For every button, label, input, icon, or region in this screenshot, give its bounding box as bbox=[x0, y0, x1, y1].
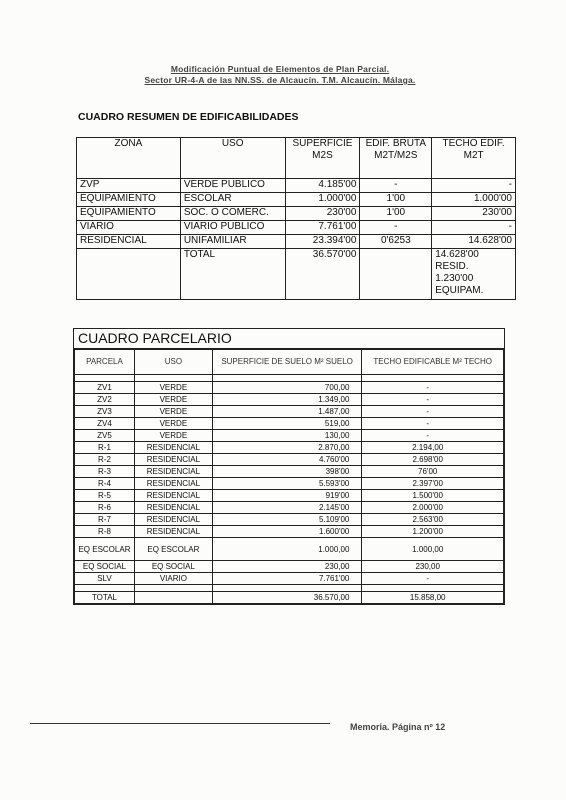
table-cell: 2.145'00 bbox=[212, 502, 362, 514]
table-cell: 2.563'00 bbox=[362, 514, 504, 526]
table-cell: - bbox=[432, 221, 516, 235]
table-cell: R-3 bbox=[75, 466, 135, 478]
table-cell: EQ ESCOLAR bbox=[75, 538, 135, 561]
table-cell: R-6 bbox=[75, 502, 135, 514]
table-cell: 130,00 bbox=[212, 430, 362, 442]
table-cell: 230,00 bbox=[212, 561, 362, 573]
summary-table bbox=[76, 137, 516, 300]
table-cell bbox=[75, 375, 135, 382]
parcelario-body bbox=[75, 375, 504, 604]
table-cell bbox=[212, 375, 362, 382]
parcelario-header-cell: PARCELA bbox=[75, 350, 135, 375]
summary-header-row bbox=[77, 138, 516, 179]
table-cell: - bbox=[362, 430, 504, 442]
table-cell: VERDE bbox=[134, 382, 212, 394]
table-cell: ZV4 bbox=[75, 418, 135, 430]
table-cell: EQ SOCIAL bbox=[134, 561, 212, 573]
parcelario-title: CUADRO PARCELARIO bbox=[74, 329, 504, 349]
table-cell bbox=[362, 585, 504, 592]
table-cell bbox=[75, 585, 135, 592]
table-cell: 1'00 bbox=[360, 193, 432, 207]
header-line-2: Sector UR-4-A de las NN.SS. de Alcaucín. T.M. Alcaucín. Málaga. bbox=[144, 75, 416, 85]
table-row bbox=[77, 179, 516, 193]
spacer-row bbox=[75, 375, 504, 382]
table-row bbox=[75, 538, 504, 561]
table-cell: VERDE bbox=[134, 430, 212, 442]
table-cell bbox=[134, 592, 212, 604]
table-cell: ZV5 bbox=[75, 430, 135, 442]
table-cell: 2.698'00 bbox=[362, 454, 504, 466]
document-header bbox=[100, 64, 460, 86]
table-cell: 1.000'00 bbox=[432, 193, 516, 207]
techo-equip-label: EQUIPAM. bbox=[435, 285, 484, 296]
table-cell: 2.397'00 bbox=[362, 478, 504, 490]
table-cell: 230'00 bbox=[285, 207, 360, 221]
table-cell: - bbox=[362, 573, 504, 585]
table-cell: EQUIPAMIENTO bbox=[77, 193, 181, 207]
table-cell bbox=[134, 585, 212, 592]
table-cell: R-5 bbox=[75, 490, 135, 502]
table-cell: VIARIO bbox=[77, 221, 181, 235]
table-cell: 398'00 bbox=[212, 466, 362, 478]
table-cell: VERDE PUBLICO bbox=[180, 179, 285, 193]
table-cell: 4.185'00 bbox=[285, 179, 360, 193]
table-cell: SLV bbox=[75, 573, 135, 585]
table-cell: RESIDENCIAL bbox=[134, 454, 212, 466]
parcelario-header-cell: USO bbox=[134, 350, 212, 375]
table-cell: 919'00 bbox=[212, 490, 362, 502]
parcelario-header-row bbox=[75, 350, 504, 375]
summary-total-label: TOTAL bbox=[180, 249, 285, 300]
summary-header-cell: SUPERFICIE M2S bbox=[285, 138, 360, 179]
table-row bbox=[77, 193, 516, 207]
parcelario-table-container bbox=[73, 328, 505, 605]
table-cell: 7.761'00 bbox=[285, 221, 360, 235]
summary-total-surface: 36.570'00 bbox=[285, 249, 360, 300]
table-row bbox=[75, 406, 504, 418]
table-row bbox=[77, 207, 516, 221]
table-row bbox=[75, 573, 504, 585]
table-cell: UNIFAMILIAR bbox=[180, 235, 285, 249]
table-row bbox=[75, 526, 504, 538]
page-footer: Memoria. Página nº 12 bbox=[350, 722, 446, 732]
table-cell: VERDE bbox=[134, 406, 212, 418]
table-cell: 5.109'00 bbox=[212, 514, 362, 526]
table-cell: 36.570,00 bbox=[212, 592, 362, 604]
table-cell: - bbox=[360, 179, 432, 193]
table-cell: RESIDENCIAL bbox=[134, 502, 212, 514]
parcelario-total-row bbox=[75, 592, 504, 604]
table-cell: VIARIO bbox=[134, 573, 212, 585]
summary-total-row bbox=[77, 249, 516, 300]
table-cell: - bbox=[362, 406, 504, 418]
footer-rule bbox=[30, 723, 330, 724]
parcelario-header-cell: TECHO EDIFICABLE M² TECHO bbox=[362, 350, 504, 375]
table-row bbox=[75, 394, 504, 406]
table-cell: 76'00 bbox=[362, 466, 504, 478]
table-cell: RESIDENCIAL bbox=[77, 235, 181, 249]
table-cell bbox=[134, 375, 212, 382]
table-cell: ZVP bbox=[77, 179, 181, 193]
table-cell: 1.000'00 bbox=[285, 193, 360, 207]
table-cell: 1.600'00 bbox=[212, 526, 362, 538]
table-cell: R-7 bbox=[75, 514, 135, 526]
table-cell: 5.593'00 bbox=[212, 478, 362, 490]
table-cell: ZV1 bbox=[75, 382, 135, 394]
table-row bbox=[75, 514, 504, 526]
table-row bbox=[75, 490, 504, 502]
techo-equip-value: 1.230'00 bbox=[435, 273, 474, 284]
table-row bbox=[75, 442, 504, 454]
table-cell: ZV2 bbox=[75, 394, 135, 406]
table-cell: R-4 bbox=[75, 478, 135, 490]
table-cell bbox=[362, 375, 504, 382]
table-cell: 4.760'00 bbox=[212, 454, 362, 466]
table-cell: R-1 bbox=[75, 442, 135, 454]
table-cell: 14.628'00 bbox=[432, 235, 516, 249]
table-cell: RESIDENCIAL bbox=[134, 442, 212, 454]
summary-header-cell: TECHO EDIF. M2T bbox=[432, 138, 516, 179]
table-row bbox=[75, 478, 504, 490]
table-cell: RESIDENCIAL bbox=[134, 514, 212, 526]
table-cell: R-8 bbox=[75, 526, 135, 538]
table-cell: 1.487,00 bbox=[212, 406, 362, 418]
table-cell: - bbox=[362, 382, 504, 394]
table-cell: 0'6253 bbox=[360, 235, 432, 249]
table-cell bbox=[77, 249, 181, 300]
table-cell: 1.349,00 bbox=[212, 394, 362, 406]
table-cell: RESIDENCIAL bbox=[134, 490, 212, 502]
table-cell: 15.858,00 bbox=[362, 592, 504, 604]
table-cell: 230'00 bbox=[432, 207, 516, 221]
summary-total-techo bbox=[432, 249, 516, 300]
table-cell bbox=[212, 585, 362, 592]
summary-header-cell: ZONA bbox=[77, 138, 181, 179]
table-cell: 519,00 bbox=[212, 418, 362, 430]
table-cell: 700,00 bbox=[212, 382, 362, 394]
table-cell: 1.500'00 bbox=[362, 490, 504, 502]
table-cell: EQ SOCIAL bbox=[75, 561, 135, 573]
table-cell: ESCOLAR bbox=[180, 193, 285, 207]
table-cell: R-2 bbox=[75, 454, 135, 466]
table-cell: VERDE bbox=[134, 394, 212, 406]
table-cell: VERDE bbox=[134, 418, 212, 430]
table-cell: 1'00 bbox=[360, 207, 432, 221]
techo-resid-label: RESID. bbox=[435, 261, 469, 272]
table-cell: 230,00 bbox=[362, 561, 504, 573]
table-cell: 1.000,00 bbox=[362, 538, 504, 561]
techo-resid-value: 14.628'00 bbox=[435, 249, 479, 260]
table-cell: 1.200'00 bbox=[362, 526, 504, 538]
table-cell: 2.000'00 bbox=[362, 502, 504, 514]
table-cell: RESIDENCIAL bbox=[134, 466, 212, 478]
table-cell: - bbox=[432, 179, 516, 193]
table-cell: RESIDENCIAL bbox=[134, 478, 212, 490]
parcelario-header-cell: SUPERFICIE DE SUELO M² SUELO bbox=[212, 350, 362, 375]
parcelario-table bbox=[74, 349, 504, 604]
table-row bbox=[75, 466, 504, 478]
table-row bbox=[75, 382, 504, 394]
table-cell: VIARIO PUBLICO bbox=[180, 221, 285, 235]
table-cell: TOTAL bbox=[75, 592, 135, 604]
table-cell: 1.000,00 bbox=[212, 538, 362, 561]
table-row bbox=[75, 502, 504, 514]
table-cell: EQUIPAMIENTO bbox=[77, 207, 181, 221]
table-cell: RESIDENCIAL bbox=[134, 526, 212, 538]
header-line-1: Modificación Puntual de Elementos de Plan Parcial. bbox=[170, 64, 390, 74]
table-cell: - bbox=[360, 221, 432, 235]
summary-header-cell: USO bbox=[180, 138, 285, 179]
table-cell: EQ ESCOLAR bbox=[134, 538, 212, 561]
table-row bbox=[77, 235, 516, 249]
spacer-row bbox=[75, 585, 504, 592]
table-cell: 2.870,00 bbox=[212, 442, 362, 454]
table-row bbox=[75, 561, 504, 573]
table-row bbox=[75, 418, 504, 430]
table-row bbox=[77, 221, 516, 235]
summary-header-cell: EDIF. BRUTA M2T/M2S bbox=[360, 138, 432, 179]
table-cell: 2.194,00 bbox=[362, 442, 504, 454]
table-cell bbox=[360, 249, 432, 300]
table-cell: - bbox=[362, 418, 504, 430]
table-cell: 7.761'00 bbox=[212, 573, 362, 585]
table-row bbox=[75, 454, 504, 466]
table-cell: - bbox=[362, 394, 504, 406]
table-cell: ZV3 bbox=[75, 406, 135, 418]
summary-title: CUADRO RESUMEN DE EDIFICABILIDADES bbox=[78, 111, 299, 123]
table-cell: SOC. O COMERC. bbox=[180, 207, 285, 221]
table-row bbox=[75, 430, 504, 442]
table-cell: 23.394'00 bbox=[285, 235, 360, 249]
